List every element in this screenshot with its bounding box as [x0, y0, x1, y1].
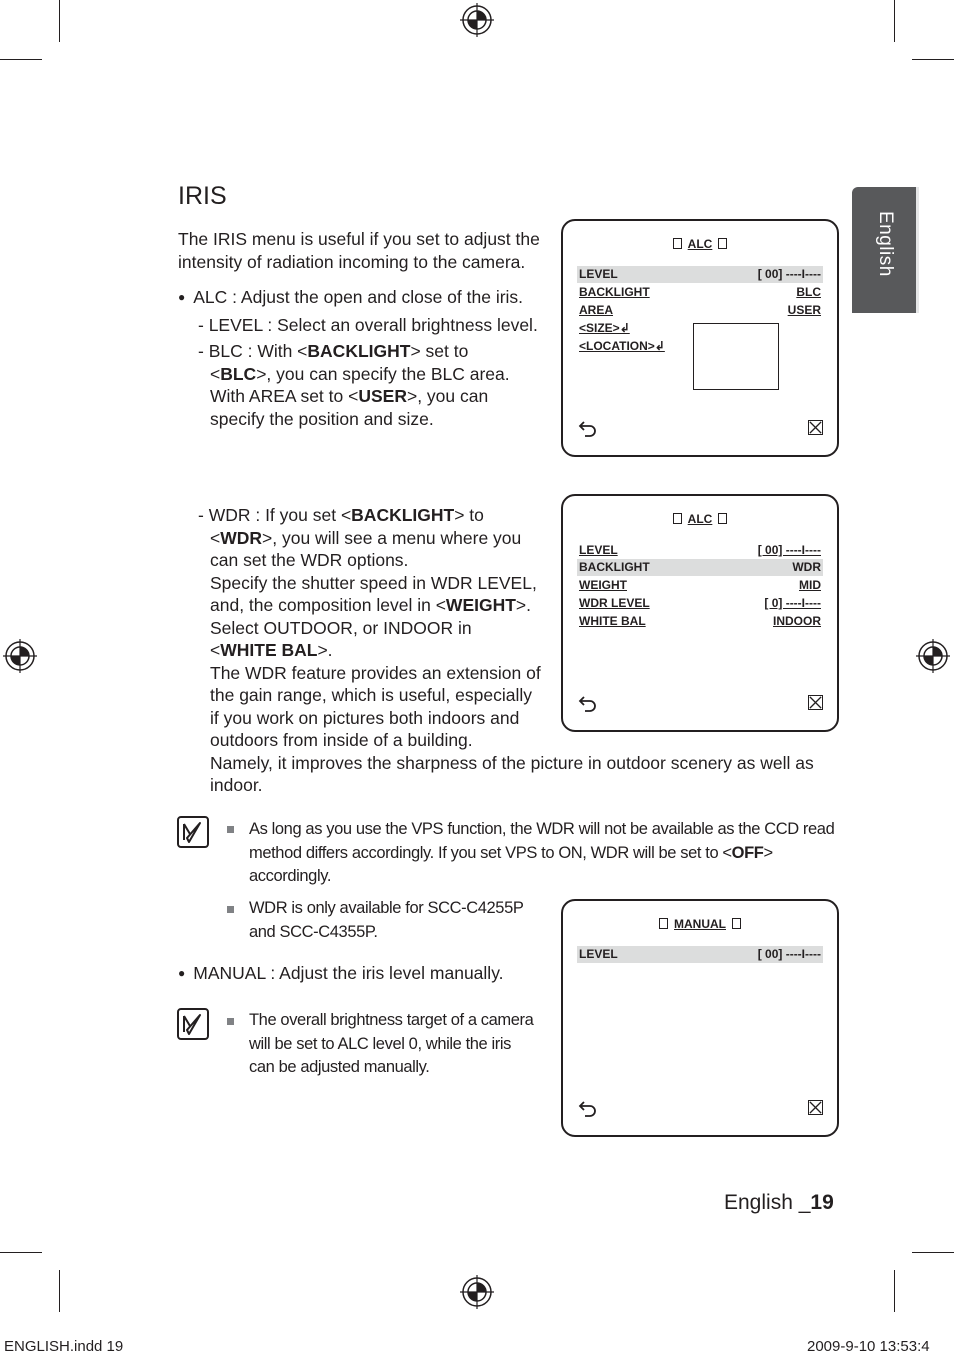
manual-bullet: ● MANUAL : Adjust the iris level manually.: [178, 963, 504, 983]
close-icon: [808, 1100, 823, 1115]
note-square-icon: [227, 826, 234, 833]
osd-alc-wdr-screen: [561, 494, 839, 732]
crop-mark: [912, 59, 954, 60]
crop-mark: [894, 0, 895, 42]
osd-row: BACKLIGHT BLC: [579, 285, 821, 299]
crop-mark: [59, 1270, 60, 1312]
blc-item: - BLC : With <BACKLIGHT> set to <BLC>, you can specify the BLC area. With AREA set to <USER>, you can specify the position and size.: [198, 341, 510, 429]
osd-row: LEVEL [ 00] ----I----: [579, 267, 821, 281]
return-icon: [578, 693, 598, 713]
crop-mark: [894, 1270, 895, 1312]
side-tab-label: English: [875, 211, 896, 277]
osd-title: ALC: [563, 512, 837, 526]
close-icon: [808, 420, 823, 435]
slug-timestamp: 2009-9-10 13:53:4: [807, 1338, 930, 1355]
osd-row: AREA USER: [579, 303, 821, 317]
osd-row: <LOCATION>↲: [579, 339, 665, 353]
registration-mark-icon: [460, 1275, 494, 1309]
section-title: IRIS: [178, 182, 227, 210]
bullet-icon: ●: [178, 966, 186, 980]
registration-mark-icon: [3, 639, 37, 673]
bullet-icon: ●: [178, 290, 186, 304]
note-vps: As long as you use the VPS function, the WDR will not be available as the CCD read method differs accordingly. If you set VPS to ON, WDR will be set to <OFF> accordingly.: [249, 820, 835, 885]
note-square-icon: [227, 1018, 234, 1025]
return-icon: [578, 418, 598, 438]
osd-row: LEVEL [ 00] ----I----: [579, 543, 821, 557]
osd-row: BACKLIGHT WDR: [579, 560, 821, 574]
osd-row: WEIGHT MID: [579, 578, 821, 592]
wdr-item: - WDR : If you set <BACKLIGHT> to <WDR>, you will see a menu where you can set the WDR options. Specify the shutter speed in WDR LEVEL, and, the composition level in <WEIGHT>. Select OUTDOOR, or INDOOR in <WHITE BAL>. The WDR feature provides an extension of the gain range, which is useful, especially if you work on pictures both indoors and outdoors from inside of a building. Namely, it improves the sharpness of the picture in outdoor scenery as well as indoor.: [198, 505, 814, 795]
language-side-tab: [852, 187, 919, 313]
osd-alc-blc-screen: [561, 219, 839, 457]
note-icon: [177, 816, 209, 848]
osd-title: ALC: [563, 237, 837, 251]
note-wdr-availability: WDR is only available for SCC-C4255P and SCC-C4355P.: [249, 899, 524, 941]
osd-row: LEVEL [ 00] ----I----: [579, 947, 821, 961]
crop-mark: [0, 59, 42, 60]
registration-mark-icon: [460, 3, 494, 37]
osd-row: WHITE BAL INDOOR: [579, 614, 821, 628]
intro-paragraph: The IRIS menu is useful if you set to adjust the intensity of radiation incoming to the camera.: [178, 229, 540, 272]
osd-row: <SIZE>↲: [579, 321, 630, 335]
note-manual: The overall brightness target of a camera will be set to ALC level 0, while the iris can be adjusted manually.: [249, 1011, 534, 1076]
osd-row: WDR LEVEL [ 0] ----I----: [579, 596, 821, 610]
alc-bullet: ● ALC : Adjust the open and close of the iris.: [178, 287, 524, 307]
crop-mark: [912, 1252, 954, 1253]
page-number: English _19: [724, 1191, 834, 1214]
slug-file-info: ENGLISH.indd 19: [4, 1338, 124, 1355]
level-item: - LEVEL : Select an overall brightness level.: [198, 315, 538, 335]
osd-manual-screen: [561, 899, 839, 1137]
osd-title: MANUAL: [563, 917, 837, 931]
note-square-icon: [227, 906, 234, 913]
note-icon: [177, 1008, 209, 1040]
registration-mark-icon: [916, 639, 950, 673]
crop-mark: [0, 1252, 42, 1253]
blc-area-rectangle: [693, 323, 779, 390]
return-icon: [578, 1098, 598, 1118]
close-icon: [808, 695, 823, 710]
crop-mark: [59, 0, 60, 42]
